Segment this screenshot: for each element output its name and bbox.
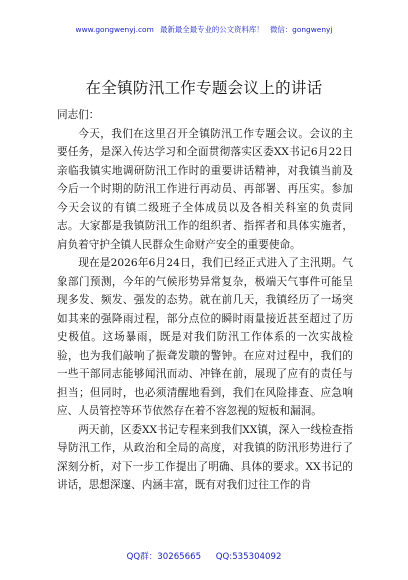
paragraph-1: 今天，我们在这里召开全镇防汛工作专题会议。会议的主要任务，是深入传达学习和全面贯彻落实区委XX书记6月22日亲临我镇实地调研防汛工作时的重要讲话精神，对我镇当前及今后一个时期的防汛工作进行再动员、再部署、再压实。参加今天会议的有镇二级班子全体成员以及各相关科室的负责同志。大家都是我镇防汛工作的组织者、指挥者和具体实施者，肩负着守护全镇人民群众生命财产安全的重要使命。	[57, 127, 353, 251]
salutation: 同志们：	[57, 109, 100, 121]
footer-qq: QQ:535304092	[215, 552, 282, 562]
document-body	[57, 106, 353, 495]
header-slogan: 最新最全最专业的公文资料库！	[160, 25, 264, 34]
document-title: 在全镇防汛工作专题会议上的讲话	[85, 79, 323, 97]
header-wechat: 微信：gongwenyj	[269, 25, 333, 34]
page-header	[0, 25, 408, 35]
page-footer	[0, 551, 408, 563]
paragraph-3: 两天前，区委XX书记专程来到我们XX镇，深入一线检查指导防汛工作，从政治和全局的高度，对我镇的防汛形势进行了深刻分析，对下一步工作提出了明确、具体的要求。XX书记的讲话，思想深邃、内涵丰富，既有对我们过往工作的肯	[57, 423, 353, 491]
header-site-link[interactable]: www.gongwenyj.com	[75, 25, 154, 34]
footer-qq-group: QQ群：30265665	[126, 552, 202, 562]
paragraph-2: 现在是2026年6月24日，我们已经正式进入了主汛期。气象部门预测，今年的气候形势异常复杂，极端天气事件可能呈现多发、频发、强发的态势。就在前几天，我镇经历了一场突如其来的强降雨过程，部分点位的瞬时雨量接近甚至超过了历史极值。这场暴雨，既是对我们防汛工作体系的一次实战检验，也为我们敲响了振聋发聩的警钟。在应对过程中，我们的一些干部同志能够闻汛而动、冲锋在前，展现了应有的责任与担当；但同时，也必须清醒地看到，我们在风险排查、应急响应、人员管控等环节依然存在着不容忽视的短板和漏洞。	[57, 257, 353, 417]
